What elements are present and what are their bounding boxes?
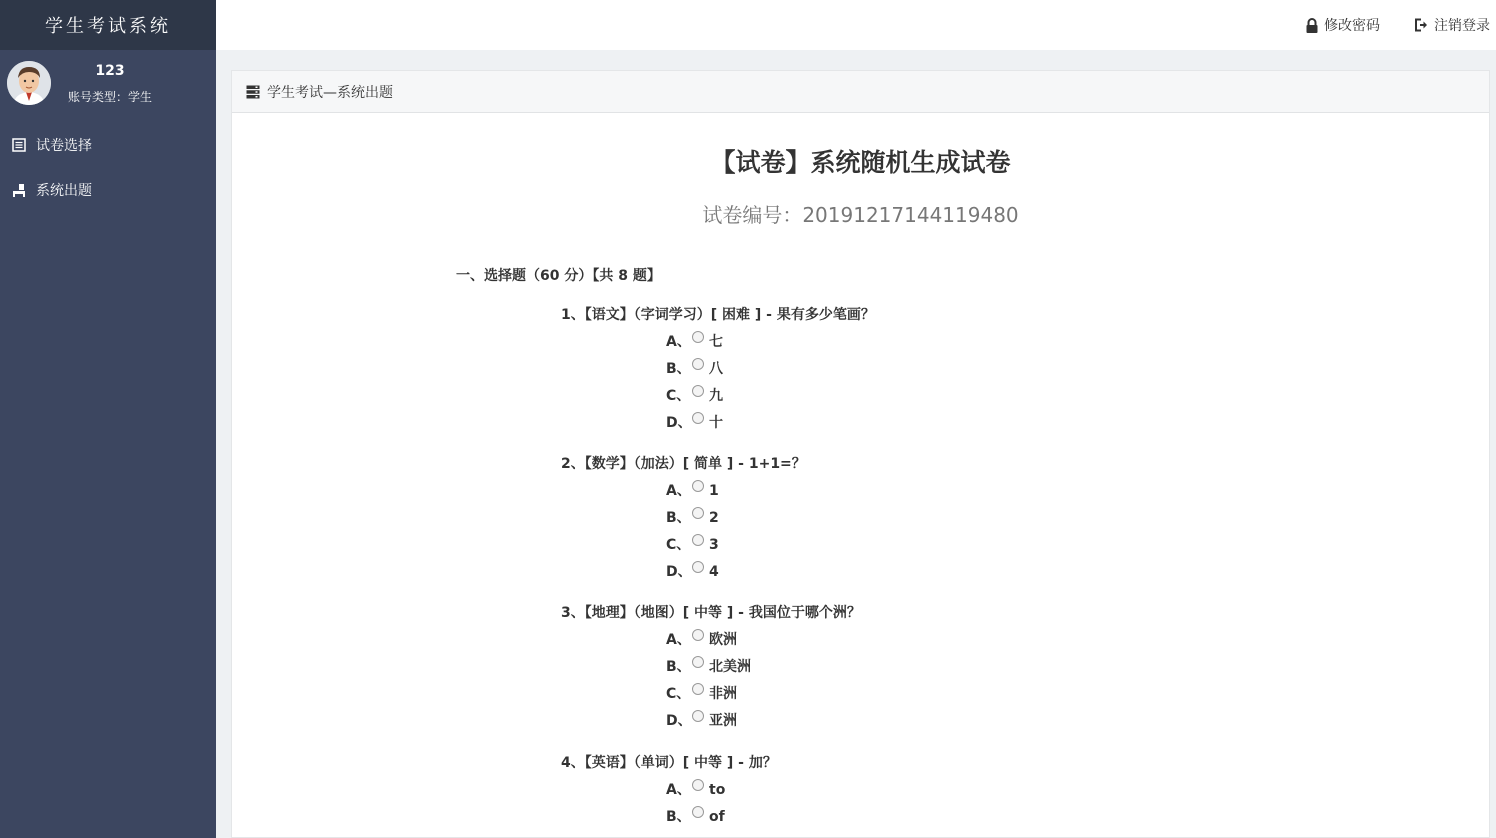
option-radio[interactable] [692,358,704,370]
option-letter: D、 [666,564,692,580]
account-type: 账号类型：学生 [67,90,152,104]
option-text: 北美洲 [709,659,751,675]
option-letter: A、 [666,334,691,350]
logout-link[interactable] [1414,15,1490,35]
option-radio[interactable] [692,331,704,343]
option-radio[interactable] [692,412,704,424]
option-letter: B、 [666,361,691,377]
question-title: 1、【语文】（字词学习）[ 困难 ] - 果有多少笔画？ [561,307,875,323]
option-radio[interactable] [692,806,704,818]
option-text: 八 [709,361,723,377]
option-letter: D、 [666,713,692,729]
option-radio[interactable] [692,779,704,791]
change-password-link[interactable] [1305,15,1380,35]
option-radio[interactable] [692,534,704,546]
option-text: 4 [709,564,719,580]
lock-icon [1305,18,1319,33]
question-2 [561,455,806,590]
option-radio[interactable] [692,561,704,573]
option-letter: B、 [666,809,691,825]
sidebar-item-label: 试卷选择 [36,137,92,154]
option-radio[interactable] [692,480,704,492]
question-4 [561,754,777,835]
option-row [666,712,861,739]
option-text: 十 [709,415,723,431]
option-letter: B、 [666,510,691,526]
option-text: of [709,809,725,825]
option-letter: D、 [666,415,692,431]
option-text: 欧洲 [709,632,737,648]
option-row [666,808,777,835]
option-radio[interactable] [692,507,704,519]
sidebar [0,0,216,838]
breadcrumb-text: 学生考试—系统出题 [267,84,393,101]
option-row [666,781,777,808]
exam-panel [231,70,1490,838]
option-letter: C、 [666,388,691,404]
app-title: 学生考试系统 [0,0,216,50]
breadcrumb [232,71,1489,113]
option-row [666,360,875,387]
option-row [666,333,875,360]
question-title: 4、【英语】（单词）[ 中等 ] - 加？ [561,755,777,771]
exam-title: 【试卷】系统随机生成试卷 [710,148,1011,177]
desk-icon [12,183,26,197]
question-1 [561,306,875,441]
option-text: 3 [709,537,719,553]
option-row [666,563,806,590]
sidebar-item-exam-select[interactable] [0,122,216,167]
option-text: 2 [709,510,719,526]
avatar [7,61,51,105]
option-row [666,414,875,441]
option-letter: A、 [666,632,691,648]
option-row [666,536,806,563]
option-text: 1 [709,483,719,499]
sidebar-item-label: 系统出题 [36,182,92,199]
option-text: 七 [709,334,723,350]
question-title: 3、【地理】（地图）[ 中等 ] - 我国位于哪个洲？ [561,605,861,621]
option-letter: A、 [666,483,691,499]
option-radio[interactable] [692,629,704,641]
option-radio[interactable] [692,385,704,397]
option-row [666,631,861,658]
question-title: 2、【数学】（加法）[ 简单 ] - 1+1=？ [561,456,806,472]
option-letter: C、 [666,537,691,553]
list-icon [12,138,26,152]
option-row [666,685,861,712]
option-row [666,387,875,414]
top-bar [216,0,1496,50]
sidebar-item-system-questions[interactable] [0,167,216,212]
option-radio[interactable] [692,683,704,695]
option-radio[interactable] [692,656,704,668]
option-text: 非洲 [709,686,737,702]
option-radio[interactable] [692,710,704,722]
option-letter: B、 [666,659,691,675]
option-text: 亚洲 [709,713,737,729]
section-title: 一、选择题（60 分）【共 8 题】 [456,268,661,284]
logout-label: 注销登录 [1434,18,1490,34]
option-letter: A、 [666,782,691,798]
change-password-label: 修改密码 [1324,18,1380,34]
option-text: to [709,782,726,798]
sign-out-icon [1414,18,1429,32]
option-text: 九 [709,388,723,404]
option-row [666,658,861,685]
option-row [666,509,806,536]
question-3 [561,604,861,739]
server-icon [246,85,260,99]
option-row [666,482,806,509]
user-name: 123 [95,63,125,79]
option-letter: C、 [666,686,691,702]
exam-code: 试卷编号：20191217144119480 [702,203,1019,227]
user-profile [0,50,216,122]
